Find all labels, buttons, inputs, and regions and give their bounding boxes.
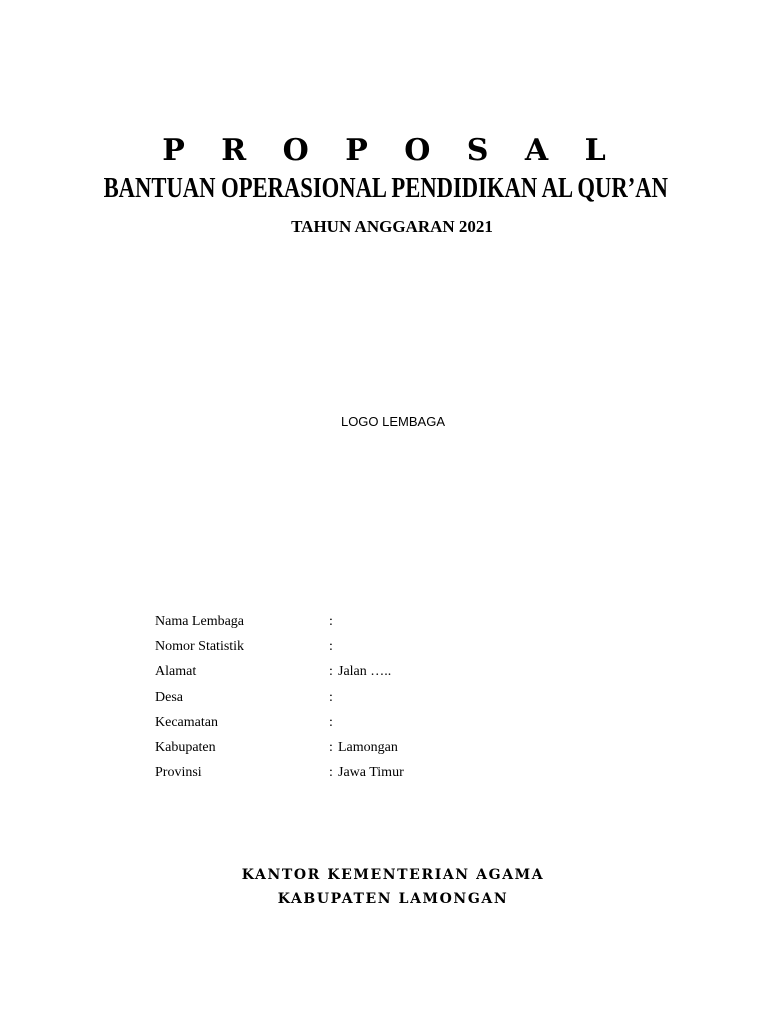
- info-label: Provinsi: [155, 765, 202, 781]
- proposal-title: P R O P O S A L: [162, 133, 619, 168]
- info-value: Lamongan: [338, 739, 398, 755]
- info-colon: :: [329, 689, 333, 705]
- info-label: Nama Lembaga: [155, 614, 245, 629]
- info-colon: :: [329, 714, 333, 730]
- info-colon: :: [329, 765, 333, 781]
- info-label: Desa: [155, 689, 183, 705]
- info-colon: :: [329, 664, 333, 680]
- logo-placeholder: LOGO LEMBAGA: [340, 414, 446, 429]
- info-colon: :: [329, 639, 333, 655]
- regency-name-line: KABUPATEN LAMONGAN: [277, 891, 509, 907]
- info-colon: :: [329, 614, 333, 629]
- budget-year-line: TAHUN ANGGARAN 2021: [291, 217, 493, 236]
- info-colon: :: [329, 739, 333, 755]
- info-label: Nomor Statistik: [155, 639, 245, 655]
- office-name-line: KANTOR KEMENTERIAN AGAMA: [241, 867, 545, 883]
- proposal-subtitle: BANTUAN OPERASIONAL PENDIDIKAN AL QUR’AN: [103, 172, 668, 204]
- info-label: Kabupaten: [155, 739, 216, 755]
- info-value: Jawa Timur: [338, 765, 404, 781]
- info-label: Kecamatan: [155, 714, 218, 730]
- info-value: Jalan …..: [338, 664, 392, 680]
- info-label: Alamat: [155, 664, 197, 680]
